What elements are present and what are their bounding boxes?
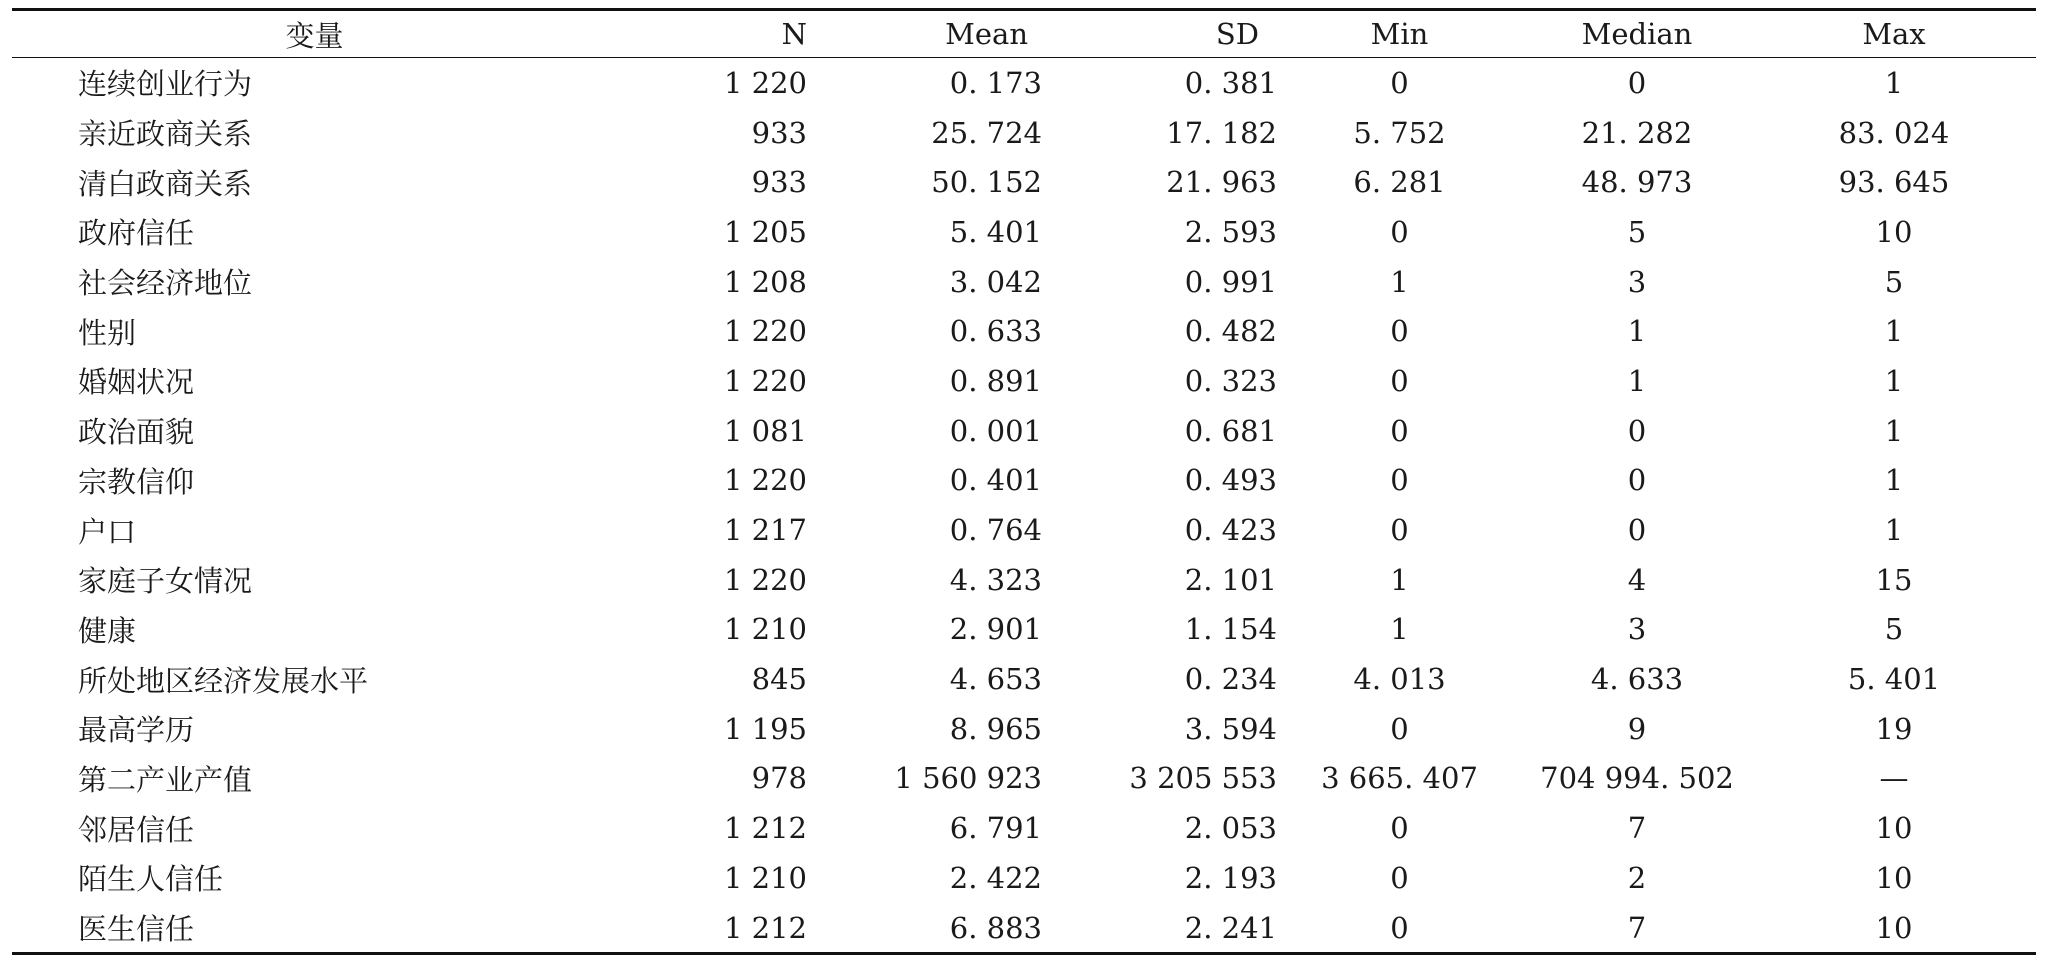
cell-sd: 0. 381 — [1184, 65, 1277, 100]
cell-median: 0 — [1627, 513, 1647, 548]
cell-sd: 2. 593 — [1184, 214, 1277, 249]
cell-sd: 2. 241 — [1042, 903, 1277, 954]
cell-sd: 0. 323 — [1184, 363, 1277, 398]
cell-variable: 清白政商关系 — [78, 166, 253, 201]
cell-median: 21. 282 — [1581, 115, 1693, 150]
cell-n: 1 220 — [723, 65, 807, 100]
cell-sd: 2. 053 — [1184, 811, 1277, 846]
table-row — [12, 456, 2036, 506]
table-header — [12, 10, 2036, 58]
cell-variable: 最高学历 — [78, 713, 195, 748]
cell-mean: 6. 883 — [807, 903, 1042, 954]
cell-n: 933 — [751, 115, 807, 150]
cell-median: 1 — [1627, 314, 1647, 349]
cell-max: 10 — [1875, 860, 1913, 895]
cell-median: 48. 973 — [1581, 165, 1693, 200]
cell-n: 1 195 — [723, 711, 807, 746]
cell-n: 1 210 — [723, 612, 807, 647]
cell-median: 2 — [1627, 860, 1647, 895]
cell-min: 0 — [1390, 811, 1409, 846]
cell-min: 1 — [1390, 612, 1409, 647]
table-row — [12, 505, 2036, 555]
table-row — [12, 903, 2036, 954]
cell-min: 0 — [1390, 65, 1409, 100]
cell-min: 0 — [1390, 711, 1409, 746]
cell-mean: 50. 152 — [931, 165, 1042, 200]
cell-sd: 17. 182 — [1166, 115, 1277, 150]
header-mean: Mean — [807, 10, 1042, 58]
cell-variable: 宗教信仰 — [78, 464, 195, 499]
cell-mean: 1 560 923 — [894, 761, 1042, 796]
header-median: Median — [1522, 10, 1752, 58]
table-row — [12, 157, 2036, 207]
cell-max: 19 — [1875, 711, 1913, 746]
cell-min: 0 — [1390, 513, 1409, 548]
table-row — [12, 654, 2036, 704]
cell-median: 3 — [1627, 612, 1647, 647]
cell-variable: 连续创业行为 — [78, 67, 253, 102]
cell-median: 1 — [1627, 363, 1647, 398]
descriptive-statistics-table-wrapper — [12, 8, 2036, 955]
cell-variable: 家庭子女情况 — [78, 564, 253, 599]
cell-sd: 2. 101 — [1184, 562, 1277, 597]
cell-median: 4. 633 — [1590, 662, 1684, 697]
cell-sd: 0. 493 — [1184, 463, 1277, 498]
cell-n: 978 — [751, 761, 807, 796]
table-row — [12, 108, 2036, 158]
cell-max: 1 — [1884, 314, 1904, 349]
cell-max: 10 — [1875, 214, 1913, 249]
cell-min: 0 — [1390, 860, 1409, 895]
cell-n: 1 081 — [723, 413, 807, 448]
cell-variable: 陌生人信任 — [78, 862, 224, 897]
table-row — [12, 257, 2036, 307]
cell-n: 933 — [751, 165, 807, 200]
cell-variable: 健康 — [78, 613, 137, 648]
cell-mean: 0. 891 — [949, 363, 1042, 398]
cell-min: 6. 281 — [1353, 165, 1446, 200]
cell-min: 1 — [1390, 562, 1409, 597]
cell-median: 704 994. 502 — [1540, 761, 1734, 796]
cell-min: 0 — [1390, 363, 1409, 398]
table-row — [12, 207, 2036, 257]
descriptive-statistics-table — [12, 8, 2036, 955]
cell-sd: 0. 423 — [1184, 513, 1277, 548]
cell-min: 5. 752 — [1353, 115, 1446, 150]
cell-mean: 0. 001 — [949, 413, 1042, 448]
cell-mean: 3. 042 — [949, 264, 1042, 299]
cell-variable: 户口 — [78, 514, 137, 549]
table-row — [12, 58, 2036, 108]
cell-n: 1 205 — [723, 214, 807, 249]
cell-max: 10 — [1875, 811, 1913, 846]
header-variable: 变量 — [12, 10, 617, 58]
cell-sd: 2. 193 — [1184, 860, 1277, 895]
cell-mean: 8. 965 — [949, 711, 1042, 746]
cell-n: 1 220 — [723, 314, 807, 349]
cell-variable: 所处地区经济发展水平 — [78, 663, 369, 698]
cell-mean: 2. 901 — [949, 612, 1042, 647]
cell-max: 5 — [1884, 612, 1904, 647]
cell-variable: 政治面貌 — [78, 415, 195, 450]
cell-n: 1 212 — [617, 903, 807, 954]
cell-min: 3 665. 407 — [1321, 761, 1478, 796]
cell-median: 7 — [1522, 903, 1752, 954]
cell-variable: 亲近政商关系 — [78, 117, 253, 152]
table-row — [12, 704, 2036, 754]
cell-max: 1 — [1884, 513, 1904, 548]
cell-mean: 0. 764 — [949, 513, 1042, 548]
header-min: Min — [1277, 10, 1522, 58]
cell-mean: 2. 422 — [949, 860, 1042, 895]
table-row — [12, 754, 2036, 804]
cell-min: 4. 013 — [1353, 662, 1446, 697]
cell-mean: 25. 724 — [931, 115, 1042, 150]
cell-variable: 政府信任 — [78, 216, 195, 251]
table-row — [12, 306, 2036, 356]
cell-mean: 4. 653 — [949, 662, 1042, 697]
cell-max: 1 — [1884, 463, 1904, 498]
table-row — [12, 803, 2036, 853]
cell-max: 5. 401 — [1847, 662, 1941, 697]
cell-max: 93. 645 — [1838, 165, 1950, 200]
cell-sd: 3 205 553 — [1129, 761, 1277, 796]
cell-median: 4 — [1627, 562, 1647, 597]
cell-sd: 21. 963 — [1166, 165, 1277, 200]
cell-n: 845 — [751, 662, 807, 697]
cell-mean: 5. 401 — [949, 214, 1042, 249]
cell-min: 1 — [1390, 264, 1409, 299]
cell-max: 10 — [1752, 903, 2036, 954]
table-row — [12, 555, 2036, 605]
cell-variable: 第二产业产值 — [78, 762, 253, 797]
cell-n: 1 208 — [723, 264, 807, 299]
cell-variable: 医生信任 — [12, 903, 617, 954]
cell-min: 0 — [1277, 903, 1522, 954]
cell-max: 1 — [1884, 363, 1904, 398]
cell-sd: 1. 154 — [1184, 612, 1277, 647]
cell-median: 3 — [1627, 264, 1647, 299]
cell-mean: 6. 791 — [949, 811, 1042, 846]
cell-min: 0 — [1390, 463, 1409, 498]
header-n: N — [617, 10, 807, 58]
cell-mean: 4. 323 — [949, 562, 1042, 597]
cell-median: 0 — [1627, 413, 1647, 448]
cell-n: 1 220 — [723, 363, 807, 398]
cell-median: 0 — [1627, 65, 1647, 100]
cell-max: 1 — [1884, 65, 1904, 100]
cell-min: 0 — [1390, 314, 1409, 349]
cell-sd: 0. 681 — [1184, 413, 1277, 448]
cell-mean: 0. 173 — [949, 65, 1042, 100]
cell-n: 1 220 — [723, 562, 807, 597]
cell-median: 7 — [1627, 811, 1647, 846]
cell-n: 1 220 — [723, 463, 807, 498]
cell-n: 1 210 — [723, 860, 807, 895]
cell-n: 1 217 — [723, 513, 807, 548]
cell-sd: 0. 482 — [1184, 314, 1277, 349]
cell-median: 5 — [1627, 214, 1647, 249]
cell-n: 1 212 — [723, 811, 807, 846]
cell-max: 15 — [1875, 562, 1913, 597]
cell-median: 0 — [1627, 463, 1647, 498]
header-sd: SD — [1042, 10, 1277, 58]
cell-variable: 邻居信任 — [78, 812, 195, 847]
cell-variable: 性别 — [78, 315, 137, 350]
cell-sd: 0. 234 — [1184, 662, 1277, 697]
cell-max: 83. 024 — [1838, 115, 1950, 150]
table-row — [12, 853, 2036, 903]
cell-min: 0 — [1390, 413, 1409, 448]
cell-max: — — [1879, 761, 1909, 796]
cell-sd: 0. 991 — [1184, 264, 1277, 299]
cell-variable: 社会经济地位 — [78, 266, 253, 301]
cell-mean: 0. 633 — [949, 314, 1042, 349]
cell-max: 5 — [1884, 264, 1904, 299]
table-body — [12, 58, 2036, 954]
cell-sd: 3. 594 — [1184, 711, 1277, 746]
cell-min: 0 — [1390, 214, 1409, 249]
table-row — [12, 356, 2036, 406]
cell-mean: 0. 401 — [949, 463, 1042, 498]
cell-median: 9 — [1627, 711, 1647, 746]
cell-max: 1 — [1884, 413, 1904, 448]
cell-variable: 婚姻状况 — [78, 365, 195, 400]
table-row — [12, 605, 2036, 655]
header-max: Max — [1752, 10, 2036, 58]
table-row — [12, 406, 2036, 456]
header-row — [12, 10, 2036, 58]
